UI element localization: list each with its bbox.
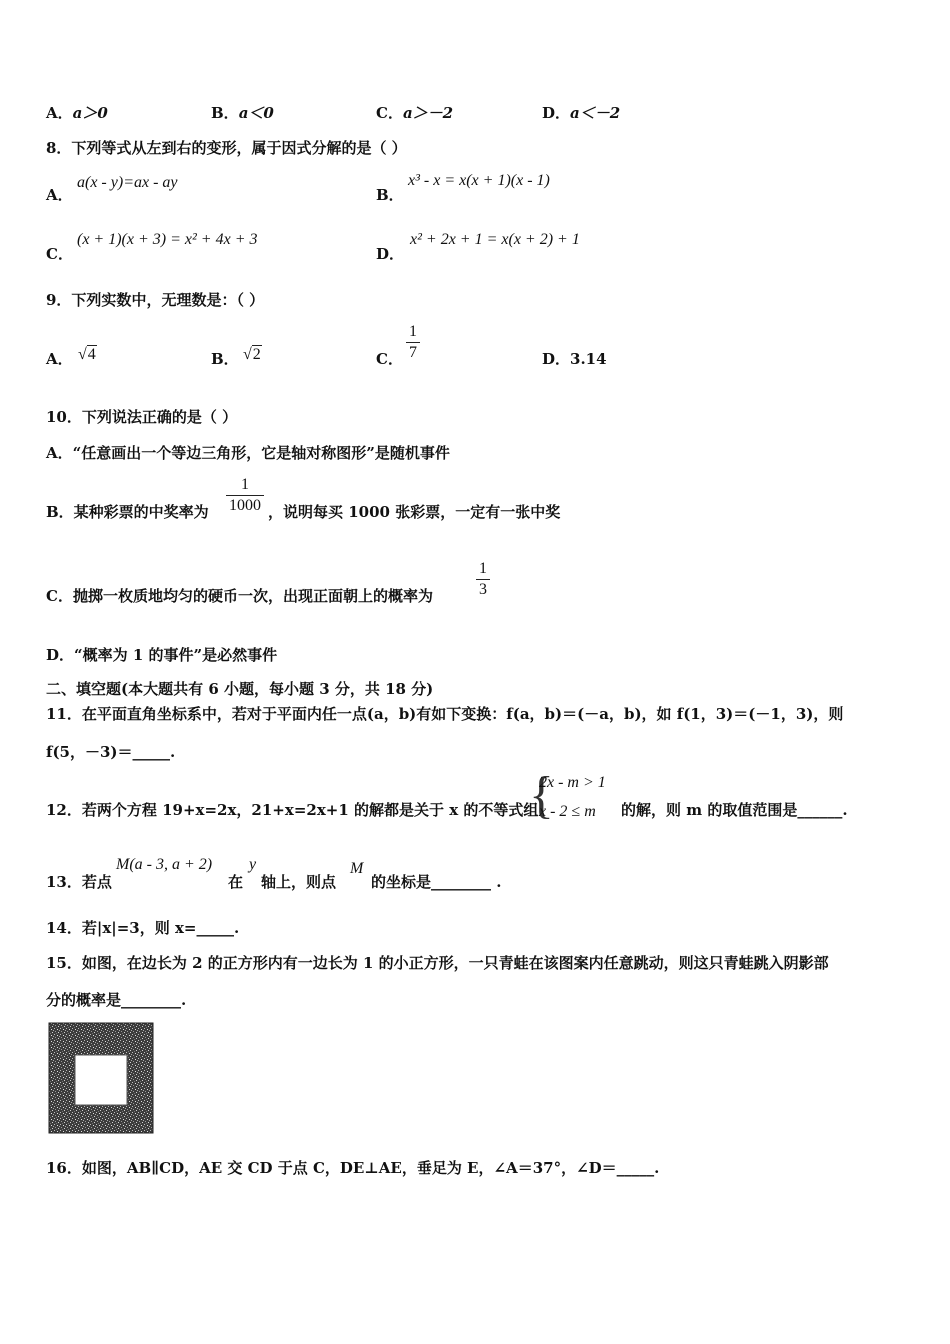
- q9-stem: 9．下列实数中，无理数是：（ ）: [46, 291, 265, 309]
- q7-option-d: D．a＜－2: [542, 104, 621, 122]
- q13-mid1: 在: [228, 873, 244, 891]
- q9-option-a-letter: A．: [46, 350, 73, 368]
- q10-stem: 10．下列说法正确的是（ ）: [46, 408, 238, 426]
- section-heading: 二、填空题(本大题共有 6 小题，每小题 3 分，共 18 分): [46, 680, 434, 698]
- q12-inequality-1: 2x - m > 1: [539, 774, 606, 791]
- q10-option-c-pre: C．抛掷一枚质地均匀的硬币一次，出现正面朝上的概率为: [46, 587, 433, 605]
- q10-option-b-fraction: [226, 476, 264, 515]
- q8-option-c-letter: C．: [46, 245, 73, 263]
- q8-option-b-expr: x³ - x = x(x + 1)(x - 1): [408, 172, 550, 189]
- q7-option-b: B．a＜0: [211, 104, 274, 122]
- q9-option-c-fraction: [406, 323, 420, 362]
- q13-mid2: 轴上，则点: [261, 873, 337, 891]
- q10-option-c-denominator: 3: [479, 581, 487, 598]
- q10-option-c-fraction: [476, 560, 490, 599]
- inner-square: [75, 1055, 127, 1105]
- q15-line1: 15．如图，在边长为 2 的正方形内有一边长为 1 的小正方形，一只青蛙在该图案内任意跳动，则这只青蛙跳入阴影部: [46, 954, 829, 972]
- q9-option-c-letter: C．: [376, 350, 403, 368]
- q7-option-a: A．a＞0: [46, 104, 108, 122]
- q10-option-b-numerator: 1: [241, 476, 249, 493]
- q13-axis: y: [249, 856, 257, 873]
- q10-option-b-denominator: 1000: [229, 497, 261, 514]
- q8-option-a-expr: a(x - y)=ax - ay: [77, 174, 178, 191]
- q16-text: 16．如图，AB∥CD，AE 交 CD 于点 C，DE⊥AE，垂足为 E，∠A＝37°，∠D＝_____.: [46, 1159, 660, 1177]
- q9-option-c-numerator: 1: [409, 323, 417, 340]
- q8-option-a-letter: A．: [46, 186, 73, 204]
- q9-option-b-sqrt: √2: [243, 346, 261, 363]
- q15-line2: 分的概率是________.: [46, 991, 187, 1009]
- q14-text: 14．若|x|=3，则 x=_____.: [46, 919, 240, 937]
- q12-inequality-2: x - 2 ≤ m: [539, 803, 596, 820]
- q8-stem: 8．下列等式从左到右的变形，属于因式分解的是（ ）: [46, 139, 407, 157]
- q9-option-b-radicand: 2: [252, 346, 261, 363]
- q9-option-a-sqrt: √4: [78, 346, 96, 363]
- q9-option-c-denominator: 7: [409, 344, 417, 361]
- q10-option-c-numerator: 1: [479, 560, 487, 577]
- q13-pre: 13．若点: [46, 873, 112, 891]
- q9-option-b-letter: B．: [211, 350, 239, 368]
- q10-option-b-pre: B．某种彩票的中奖率为: [46, 503, 209, 521]
- q9-option-a-radicand: 4: [87, 346, 96, 363]
- q8-option-d-expr: x² + 2x + 1 = x(x + 2) + 1: [410, 231, 580, 248]
- q10-option-a: A．“任意画出一个等边三角形，它是轴对称图形”是随机事件: [46, 444, 450, 462]
- q8-option-d-letter: D．: [376, 245, 405, 263]
- nested-squares-figure: [48, 1022, 154, 1134]
- q11-line2: f(5，－3)＝_____.: [46, 743, 176, 761]
- q13-point: M(a - 3, a + 2): [116, 856, 213, 873]
- q12-pre: 12．若两个方程 19+x=2x，21+x=2x+1 的解都是关于 x 的不等式组: [46, 801, 539, 819]
- q8-option-c-expr: (x + 1)(x + 3) = x² + 4x + 3: [77, 231, 258, 248]
- system-brace: {: [529, 767, 554, 824]
- q8-option-b-letter: B．: [376, 186, 404, 204]
- q12-post: 的解，则 m 的取值范围是______.: [621, 801, 848, 819]
- q7-option-c: C．a＞－2: [376, 104, 454, 122]
- q10-option-d: D．“概率为 1 的事件”是必然事件: [46, 646, 278, 664]
- q11-line1: 11．在平面直角坐标系中，若对于平面内任一点(a，b)有如下变换：f(a，b)＝(－a，b)，如 f(1，3)＝(－1，3)，则: [46, 705, 844, 723]
- q10-option-b-post: ，说明每买 1000 张彩票，一定有一张中奖: [268, 503, 561, 521]
- q13-post: 的坐标是________ .: [371, 873, 502, 891]
- q13-point-m: M: [350, 860, 364, 877]
- q9-option-d: D．3.14: [542, 350, 607, 368]
